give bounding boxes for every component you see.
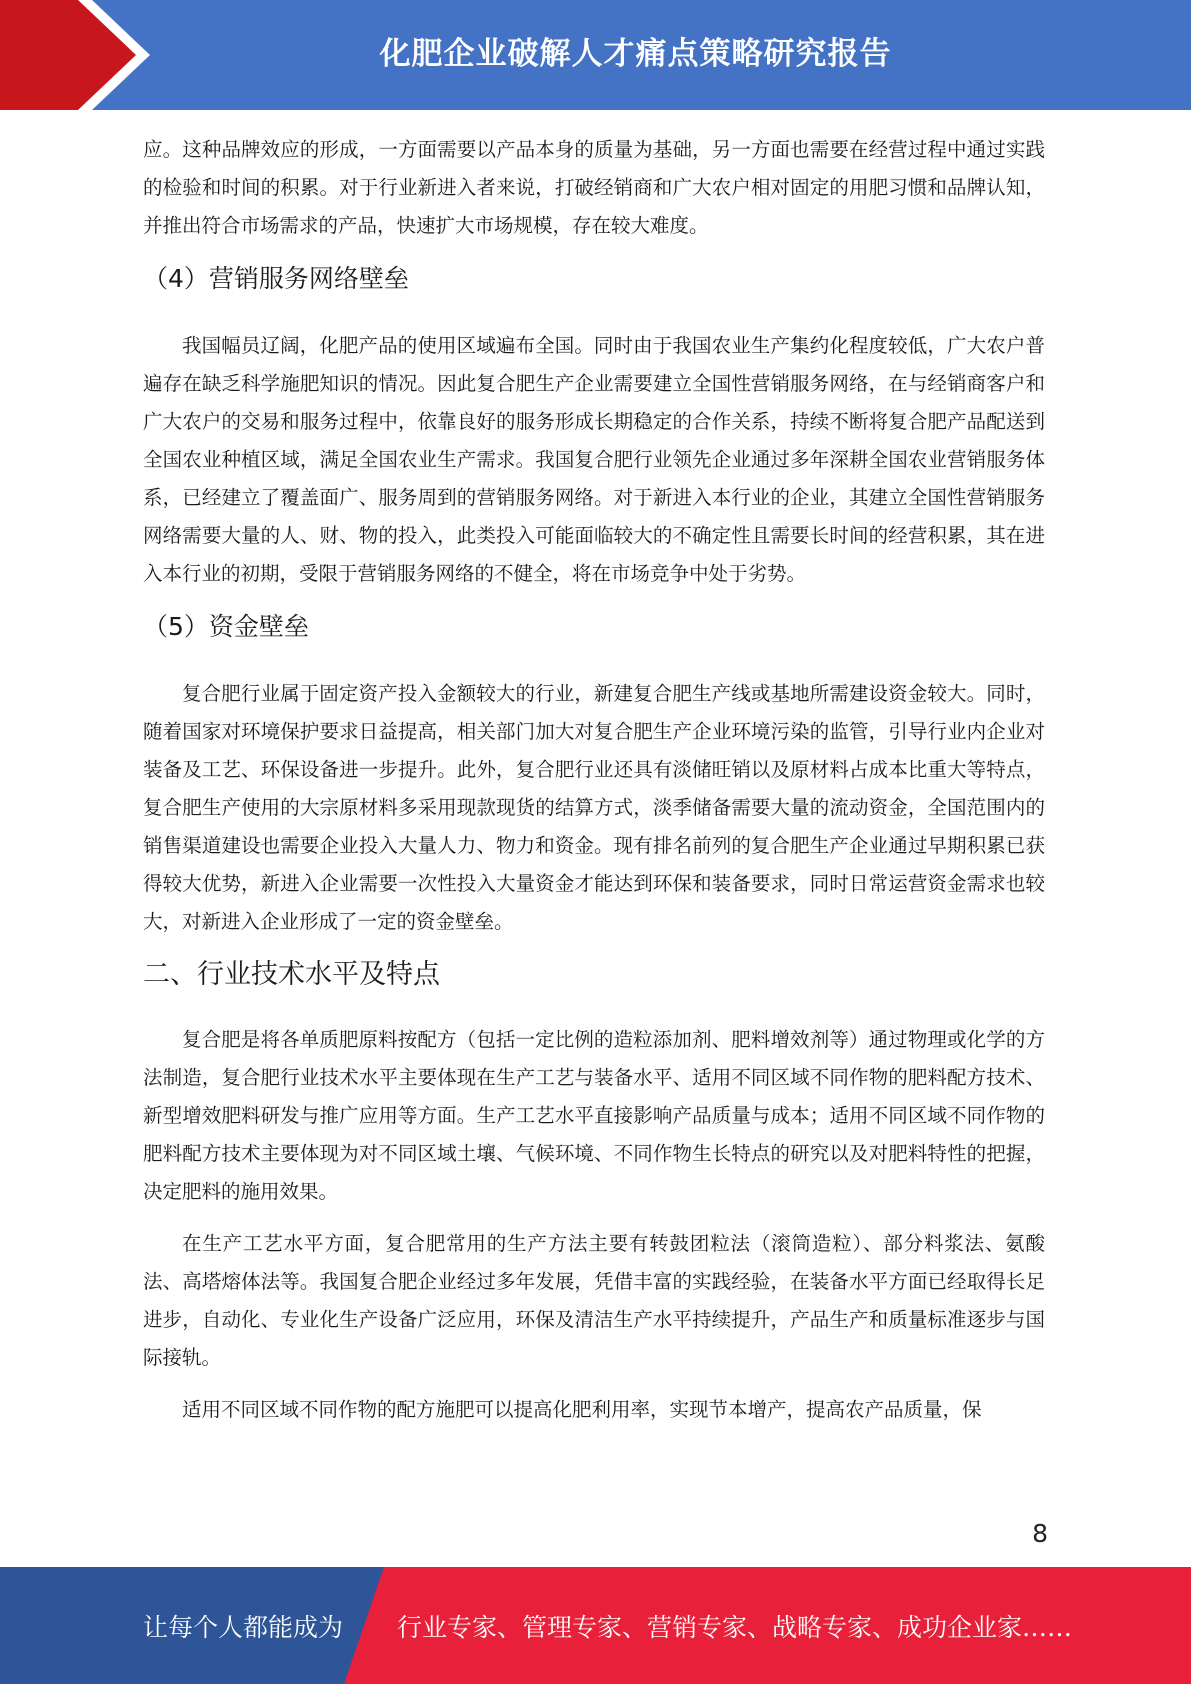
main-content xyxy=(143,131,1045,1429)
page-number: 8 xyxy=(1032,1519,1048,1548)
page-footer xyxy=(0,1567,1191,1684)
paragraph-capital-barrier: 复合肥行业属于固定资产投入金额较大的行业，新建复合肥生产线或基地所需建设资金较大。同时，随着国家对环境保护要求日益提高，相关部门加大对复合肥生产企业环境污染的监管，引导行业内企业对装备及工艺、环保设备进一步提升。此外，复合肥行业还具有淡储旺销以及原材料占成本比重大等特点，复合肥生产使用的大宗原材料多采用现款现货的结算方式，淡季储备需要大量的流动资金，全国范围内的销售渠道建设也需要企业投入大量人力、物力和资金。现有排名前列的复合肥生产企业通过早期积累已获得较大优势，新进入企业需要一次性投入大量资金才能达到环保和装备要求，同时日常运营资金需求也较大，对新进入企业形成了一定的资金壁垒。 xyxy=(143,682,1045,933)
heading-tech-level: 二、行业技术水平及特点 xyxy=(143,959,440,990)
heading-marketing-network-barrier: （4）营销服务网络壁垒 xyxy=(143,264,409,293)
paragraph-brand-effect: 应。这种品牌效应的形成，一方面需要以产品本身的质量为基础，另一方面也需要在经营过程中通过实践的检验和时间的积累。对于行业新进入者来说，打破经销商和广大农户相对固定的用肥习惯和品牌认知，并推出符合市场需求的产品，快速扩大市场规模，存在较大难度。 xyxy=(143,138,1045,237)
paragraph-compound-fertilizer: 复合肥是将各单质肥原料按配方（包括一定比例的造粒添加剂、肥料增效剂等）通过物理或化学的方法制造，复合肥行业技术水平主要体现在生产工艺与装备水平、适用不同区域不同作物的肥料配方技术、新型增效肥料研发与推广应用等方面。生产工艺水平直接影响产品质量与成本；适用不同区域不同作物的肥料配方技术主要体现为对不同区域土壤、气候环境、不同作物生长特点的研究以及对肥料特性的把握，决定肥料的施用效果。 xyxy=(143,1028,1045,1203)
page-header xyxy=(0,0,1191,110)
paragraph-formula-fertilization: 适用不同区域不同作物的配方施肥可以提高化肥利用率，实现节本增产，提高农产品质量，保 xyxy=(182,1398,982,1421)
heading-capital-barrier: （5）资金壁垒 xyxy=(143,612,309,641)
footer-slogan-left: 让每个人都能成为 xyxy=(143,1612,344,1642)
footer-slogan-right: 行业专家、管理专家、营销专家、战略专家、成功企业家…… xyxy=(397,1612,1073,1642)
document-title: 化肥企业破解人才痛点策略研究报告 xyxy=(379,35,892,72)
paragraph-production-process: 在生产工艺水平方面，复合肥常用的生产方法主要有转鼓团粒法（滚筒造粒）、部分料浆法、氨酸法、高塔熔体法等。我国复合肥企业经过多年发展，凭借丰富的实践经验，在装备水平方面已经取得长足进步，自动化、专业化生产设备广泛应用，环保及清洁生产水平持续提升，产品生产和质量标准逐步与国际接轨。 xyxy=(143,1232,1045,1369)
paragraph-marketing-network: 我国幅员辽阔，化肥产品的使用区域遍布全国。同时由于我国农业生产集约化程度较低，广大农户普遍存在缺乏科学施肥知识的情况。因此复合肥生产企业需要建立全国性营销服务网络，在与经销商客户和广大农户的交易和服务过程中，依靠良好的服务形成长期稳定的合作关系，持续不断将复合肥产品配送到全国农业种植区域，满足全国农业生产需求。我国复合肥行业领先企业通过多年深耕全国农业营销服务体系，已经建立了覆盖面广、服务周到的营销服务网络。对于新进入本行业的企业，其建立全国性营销服务网络需要大量的人、财、物的投入，此类投入可能面临较大的不确定性且需要长时间的经营积累，其在进入本行业的初期，受限于营销服务网络的不健全，将在市场竞争中处于劣势。 xyxy=(143,334,1045,585)
